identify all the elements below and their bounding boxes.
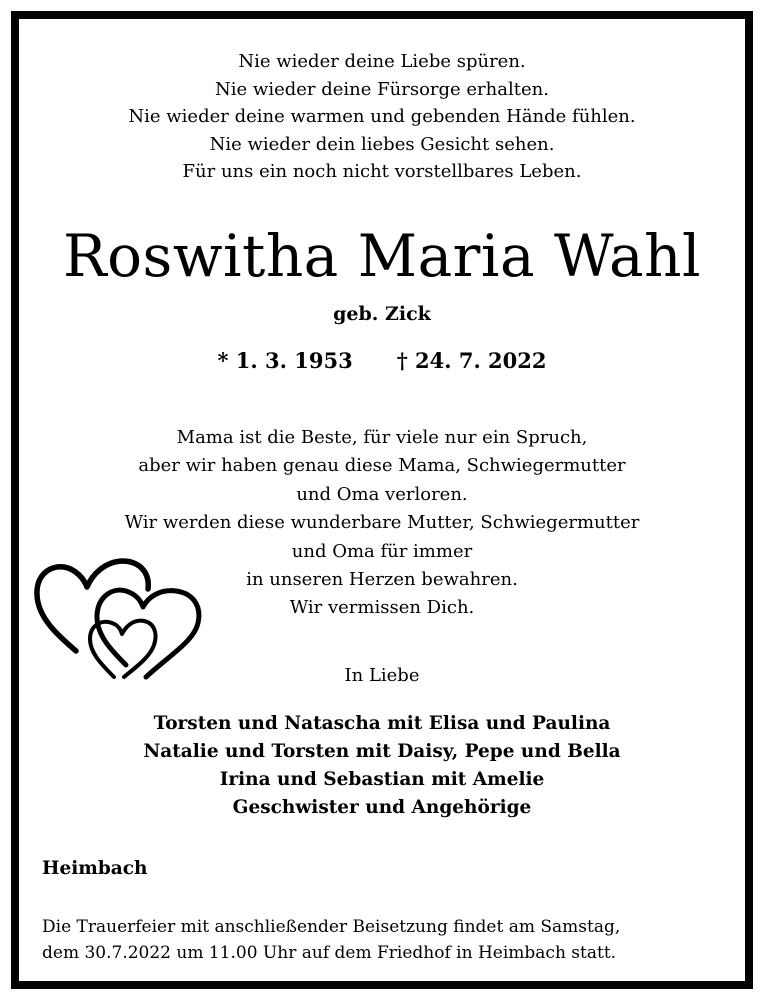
poem-line: Nie wieder deine warmen und gebenden Hände fühlen.: [128, 106, 636, 127]
deceased-name: Roswitha Maria Wahl: [62, 222, 702, 290]
tribute-line: und Oma für immer: [291, 540, 473, 562]
poem-line: Für uns ein noch nicht vorstellbares Leben.: [182, 161, 582, 182]
place-name: Heimbach: [42, 858, 148, 879]
mourner-line: Torsten und Natascha mit Elisa und Paulina: [153, 713, 611, 734]
maiden-name: geb. Zick: [333, 303, 431, 325]
death-date: † 24. 7. 2022: [396, 348, 547, 373]
opening-poem: [0, 48, 764, 186]
mourner-line: Irina und Sebastian mit Amelie: [219, 769, 545, 790]
funeral-notice: [42, 914, 620, 966]
notice-line: dem 30.7.2022 um 11.00 Uhr auf dem Friedhof in Heimbach statt.: [42, 943, 617, 963]
birth-date: * 1. 3. 1953: [217, 348, 353, 373]
tribute-line: und Oma verloren.: [296, 483, 468, 505]
life-dates: [0, 345, 764, 377]
closing-phrase: In Liebe: [344, 665, 420, 686]
tribute-line: aber wir haben genau diese Mama, Schwiegermutter: [138, 455, 626, 477]
tribute-line: in unseren Herzen bewahren.: [246, 569, 518, 591]
tribute-line: Mama ist die Beste, für viele nur ein Spruch,: [176, 427, 588, 448]
tribute-line: Wir werden diese wunderbare Mutter, Schwiegermutter: [124, 512, 640, 534]
notice-line: Die Trauerfeier mit anschließender Beisetzung findet am Samstag,: [42, 917, 621, 937]
poem-line: Nie wieder deine Fürsorge erhalten.: [215, 78, 549, 100]
poem-line: Nie wieder dein liebes Gesicht sehen.: [209, 133, 555, 155]
poem-line: Nie wieder deine Liebe spüren.: [238, 51, 526, 72]
mourners-list: [0, 710, 764, 822]
mourner-line: Geschwister und Angehörige: [232, 797, 532, 818]
mourner-line: Natalie und Torsten mit Daisy, Pepe und Bella: [143, 741, 621, 762]
tribute-line: Wir vermissen Dich.: [289, 597, 475, 619]
